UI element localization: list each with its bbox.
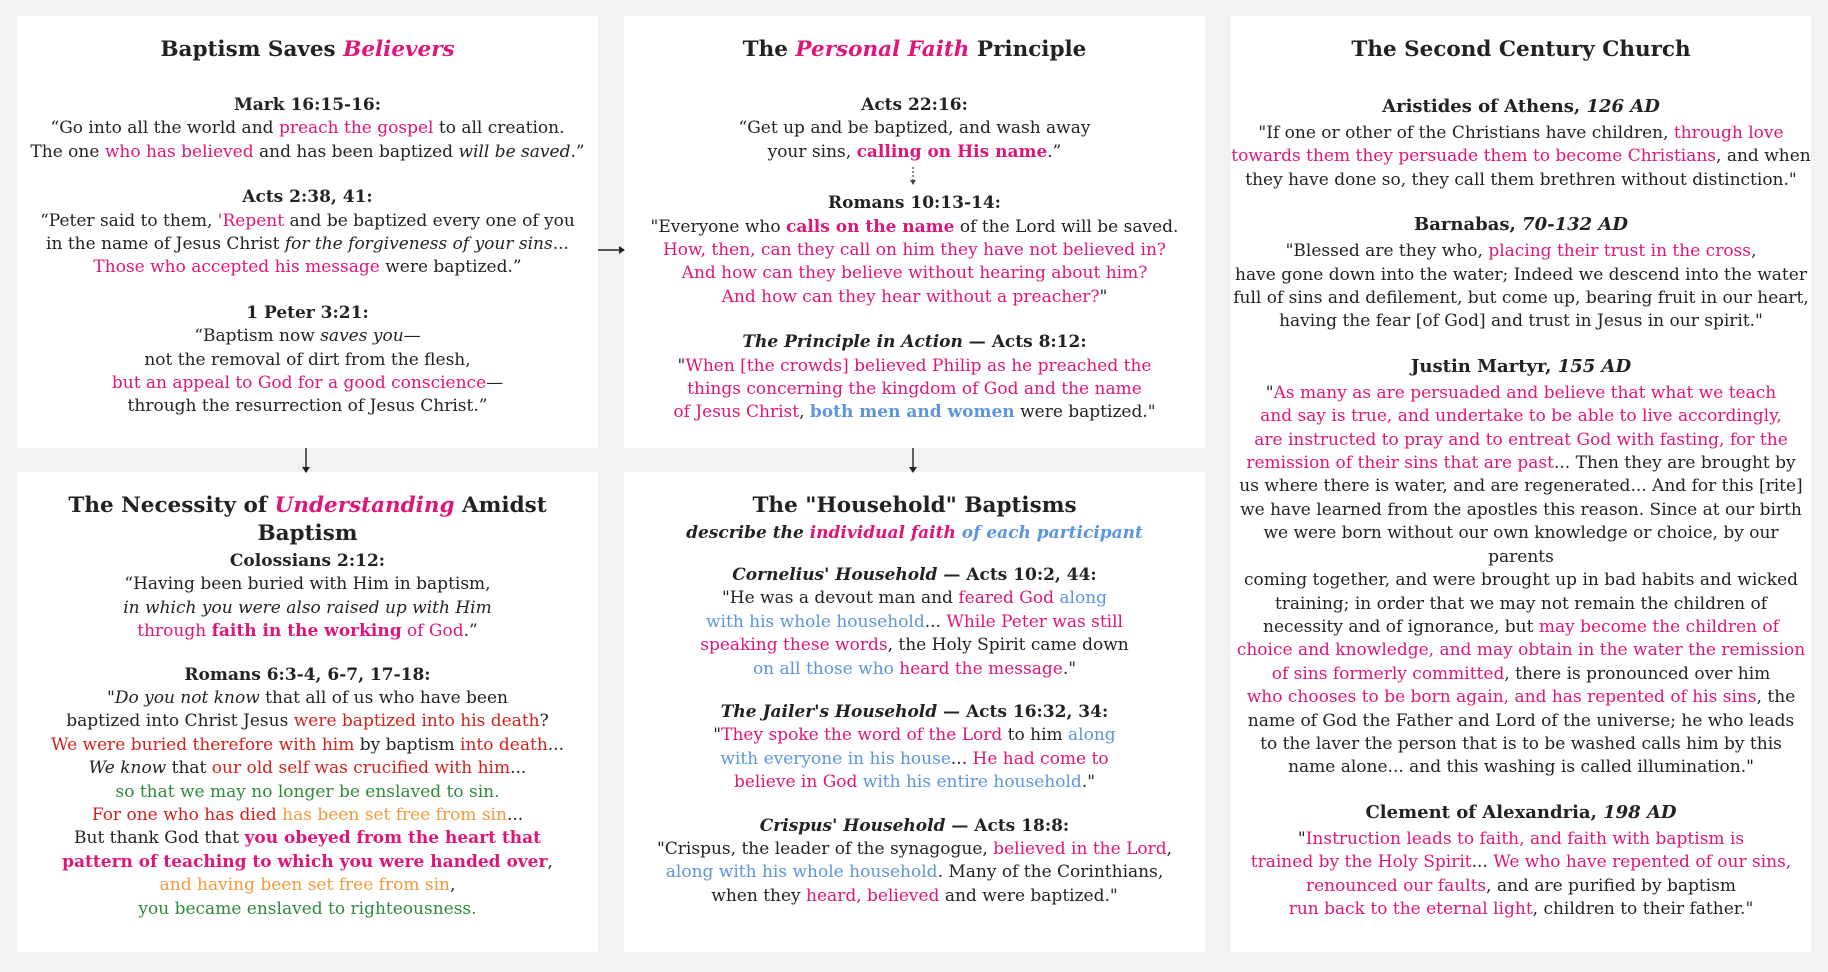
text-run: Aristides of Athens,: [1382, 96, 1587, 117]
text-run: preach the gospel: [278, 118, 434, 139]
quote-block: [624, 192, 1205, 309]
text-run: by baptism: [354, 734, 461, 755]
text-run: pattern of teaching to which you were handed over: [62, 851, 548, 872]
text-run: you became enslaved to righteousness.: [138, 898, 477, 919]
text-run: ... Then they are brought by: [1554, 453, 1796, 474]
text-line: [1231, 405, 1811, 428]
panel-title: The "Household" Baptisms: [752, 493, 1077, 518]
text-run: , and when: [1716, 146, 1811, 167]
text-run: How, then, can they call on him they have not believed in?: [662, 240, 1167, 261]
text-line: [1231, 569, 1811, 592]
text-run: As many as are persuaded and believe that what we teach: [1273, 382, 1777, 403]
text-run: has been set free from sin: [282, 805, 507, 826]
text-line: [17, 851, 598, 874]
text-run: ": [713, 725, 722, 746]
text-run: ": [107, 688, 115, 709]
text-run: placing their trust in the cross: [1488, 241, 1751, 262]
text-run: heard, believed: [806, 885, 940, 906]
text-line: [1231, 145, 1811, 168]
text-run: Clement of Alexandria,: [1365, 801, 1604, 823]
text-run: were baptized.": [1014, 402, 1156, 423]
scripture-blocks: [624, 94, 1205, 425]
text-line: [624, 378, 1205, 401]
text-run: , the Holy Spirit came down: [887, 635, 1129, 656]
text-line: [1231, 499, 1811, 522]
text-line: [17, 710, 598, 733]
quote-block: [17, 550, 598, 644]
text-line: [624, 634, 1205, 657]
text-run: Cornelius' Household: [732, 565, 938, 585]
text-run: .”: [570, 141, 585, 162]
reference-heading: Mark 16:15-16:: [233, 95, 382, 115]
text-run: “Having been buried with Him in baptism,: [124, 574, 491, 595]
text-run: Those who accepted his message: [93, 257, 380, 278]
text-run: ,: [1751, 241, 1757, 262]
text-run: , the: [1756, 687, 1796, 708]
reference-heading: [624, 331, 1205, 354]
text-run: run back to the eternal light: [1288, 898, 1533, 919]
text-line: [17, 804, 598, 827]
text-run: into death: [460, 734, 548, 755]
text-line: [624, 838, 1205, 861]
text-run: , there is pronounced over him: [1504, 663, 1771, 684]
text-line: [17, 734, 598, 757]
text-run: name alone... and this washing is called illumination.": [1288, 757, 1754, 778]
reference-heading: [1231, 800, 1811, 826]
text-run: for the forgiveness of your sins: [284, 234, 553, 255]
quote-block: [624, 331, 1205, 425]
text-run: —: [403, 326, 421, 347]
text-run: renounced our faults: [1305, 875, 1487, 896]
text-run: 70-132 AD: [1522, 214, 1628, 236]
text-run: .": [1081, 772, 1096, 793]
text-run: who chooses to be born again, and has repented of his sins: [1246, 687, 1757, 708]
text-run: with everyone in his house: [720, 748, 951, 769]
panel-tagline: [624, 522, 1205, 545]
text-line: [1231, 310, 1811, 333]
text-run: ,: [449, 875, 456, 896]
text-line: [17, 827, 598, 850]
text-run: are instructed to pray and to entreat God with fasting, for the: [1254, 429, 1788, 450]
text-line: [17, 620, 598, 643]
text-run: our old self was crucified with him: [211, 758, 511, 779]
text-run: "He was a devout man and: [721, 588, 959, 609]
text-line: [1231, 122, 1811, 145]
text-run: “Go into all the world and: [50, 118, 279, 139]
text-line: [17, 210, 598, 233]
panel-necessity-of-understanding: [17, 472, 598, 952]
text-run: through the resurrection of Jesus Christ.”: [127, 396, 488, 417]
text-run: remission of their sins that are past: [1246, 453, 1554, 474]
quote-blocks: [1231, 94, 1811, 921]
text-run: and say is true, and undertake to be able to live accordingly,: [1260, 406, 1782, 427]
arrow-right-icon: [598, 243, 626, 257]
text-run: describe the: [686, 523, 810, 543]
text-line: [1231, 452, 1811, 475]
panel-title: The Personal Faith Principle: [742, 37, 1087, 62]
quote-block: [624, 701, 1205, 795]
text-run: “Get up and be baptized, and wash away: [738, 118, 1091, 139]
text-line: [1231, 616, 1811, 639]
reference-heading: [624, 564, 1205, 587]
text-line: [1231, 382, 1811, 405]
text-run: For one who has died: [91, 805, 283, 826]
text-run: name of God the Father and Lord of the universe; he who leads: [1247, 710, 1795, 731]
text-run: — Acts 10:2, 44:: [937, 565, 1097, 585]
text-run: 198 AD: [1603, 801, 1677, 823]
text-run: While Peter was still: [946, 611, 1123, 632]
text-line: [624, 748, 1205, 771]
text-line: [624, 587, 1205, 610]
quote-block: [1231, 354, 1811, 780]
text-run: your sins,: [767, 141, 857, 162]
text-run: Do you not know: [114, 688, 260, 709]
text-line: [624, 401, 1205, 424]
reference-heading: Romans 10:13-14:: [828, 193, 1001, 214]
text-run: not the removal of dirt from the flesh,: [144, 349, 471, 370]
text-run: individual faith: [809, 523, 956, 543]
text-line: [624, 262, 1205, 285]
quote-block: [17, 94, 598, 164]
text-run: The Principle in Action: [742, 332, 963, 353]
text-run: baptized into Christ Jesus: [66, 711, 294, 732]
text-run: Justin Martyr,: [1410, 355, 1558, 377]
text-line: [624, 141, 1205, 164]
text-line: [624, 885, 1205, 908]
text-run: were baptized into his death: [293, 711, 540, 732]
text-line: [1231, 733, 1811, 756]
text-run: were baptized.”: [379, 257, 522, 278]
text-run: ,: [799, 402, 810, 423]
arrow-down-icon: [299, 448, 313, 474]
quote-block: [17, 664, 598, 921]
text-run: “Baptism now: [194, 326, 321, 347]
scripture-blocks: [17, 550, 598, 921]
text-line: [624, 611, 1205, 634]
text-line: [17, 349, 598, 372]
text-line: [17, 757, 598, 780]
text-run: “Peter said to them,: [40, 210, 218, 231]
text-run: heard the message: [893, 658, 1063, 679]
text-run: ...: [950, 748, 973, 769]
quote-block: [624, 815, 1205, 909]
text-run: will be saved: [458, 141, 571, 162]
text-run: And how can they hear without a preacher?: [721, 286, 1100, 307]
text-line: [1231, 898, 1811, 921]
text-run: ": [1265, 382, 1274, 403]
text-run: The Jailer's Household: [720, 702, 938, 723]
text-run: calling on His name: [856, 141, 1048, 162]
text-line: [17, 372, 598, 395]
text-run: When [the crowds] believed Philip as he preached the: [685, 355, 1152, 376]
arrow-down-icon: [906, 448, 920, 474]
text-run: "Everyone who: [650, 216, 786, 237]
text-line: [624, 239, 1205, 262]
reference-heading: [1231, 354, 1811, 380]
text-run: The one: [30, 141, 105, 162]
panel-title: The Necessity of Understanding Amidst Baptism: [68, 493, 547, 546]
text-run: of Jesus Christ: [673, 402, 800, 423]
text-run: ...: [1471, 852, 1494, 873]
text-run: along: [1054, 588, 1108, 609]
quote-block: [624, 94, 1205, 164]
text-run: — Acts 8:12:: [962, 332, 1087, 353]
text-line: [1231, 240, 1811, 263]
text-line: [17, 256, 598, 279]
text-run: ,: [1166, 839, 1173, 860]
text-run: "Crispus, the leader of the synagogue,: [656, 839, 994, 860]
reference-heading: [624, 815, 1205, 838]
reference-heading: 1 Peter 3:21:: [246, 302, 369, 323]
text-run: with his whole household: [706, 611, 925, 632]
text-run: necessity and of ignorance, but: [1263, 616, 1539, 637]
text-line: [1231, 828, 1811, 851]
text-run: that: [166, 758, 212, 779]
text-run: .”: [1047, 141, 1062, 162]
text-line: [1231, 264, 1811, 287]
text-run: to all creation.: [433, 118, 565, 139]
text-run: full of sins and defilement, but come up, bearing fruit in our heart,: [1233, 288, 1809, 309]
reference-heading: Acts 2:38, 41:: [242, 187, 373, 208]
text-line: [1231, 593, 1811, 616]
quote-block: [1231, 94, 1811, 192]
text-run: We know: [88, 758, 167, 779]
text-run: through love: [1673, 123, 1784, 143]
text-run: but an appeal to God for a good conscience: [111, 373, 487, 394]
text-line: [1231, 686, 1811, 709]
text-line: [17, 781, 598, 804]
text-line: [17, 874, 598, 897]
quote-block: [17, 302, 598, 419]
text-line: [17, 687, 598, 710]
text-run: towards them they persuade them to become Christians: [1231, 146, 1717, 167]
text-run: in which you were also raised up with Him: [123, 597, 492, 618]
text-run: "If one or other of the Christians have children,: [1258, 123, 1674, 143]
text-run: 126 AD: [1586, 96, 1660, 117]
text-run: may become the children of: [1538, 616, 1779, 637]
text-run: Crispus' Household: [759, 815, 946, 836]
text-run: who has believed: [104, 141, 254, 162]
text-run: "Blessed are they who,: [1285, 241, 1489, 262]
quote-block: [624, 564, 1205, 681]
text-run: choice and knowledge, and may obtain in the water the remission: [1236, 640, 1806, 661]
text-run: , and are purified by baptism: [1486, 875, 1737, 896]
reference-heading: Acts 22:16:: [861, 95, 968, 115]
text-run: Barnabas,: [1414, 214, 1523, 236]
text-line: [17, 325, 598, 348]
text-run: and were baptized.": [939, 885, 1118, 906]
text-line: [17, 141, 598, 164]
text-line: [624, 658, 1205, 681]
text-run: —: [486, 373, 504, 394]
text-run: . Many of the Corinthians,: [937, 862, 1164, 883]
quote-block: [17, 186, 598, 280]
reference-heading: [624, 701, 1205, 724]
text-run: along with his whole household: [665, 862, 938, 883]
reference-heading: [1231, 212, 1811, 238]
text-run: we were born without our own knowledge or choice, by our parents: [1263, 523, 1779, 567]
text-run: with his entire household: [857, 772, 1082, 793]
scripture-blocks: [17, 94, 598, 419]
text-run: feared God: [958, 588, 1055, 609]
text-run: They spoke the word of the Lord: [721, 725, 1003, 746]
text-line: [624, 771, 1205, 794]
text-line: [624, 861, 1205, 884]
text-run: .”: [463, 621, 478, 642]
text-run: us where there is water, and are regenerated... And for this [rite]: [1239, 476, 1803, 497]
scripture-blocks: [624, 564, 1205, 908]
text-line: [1231, 169, 1811, 192]
text-run: 'Repent: [217, 210, 285, 231]
text-run: of each participant: [955, 523, 1143, 543]
text-run: along: [1068, 725, 1116, 746]
text-line: [624, 286, 1205, 309]
text-line: [17, 395, 598, 418]
quote-block: [1231, 800, 1811, 922]
text-run: faith in the working: [211, 621, 402, 642]
text-run: when they: [711, 885, 807, 906]
text-line: [624, 216, 1205, 239]
quote-block: [1231, 212, 1811, 334]
text-line: [1231, 429, 1811, 452]
text-line: [1231, 287, 1811, 310]
panel-title: Baptism Saves Believers: [160, 37, 455, 62]
text-run: Instruction leads to faith, and faith with baptism is: [1305, 828, 1745, 849]
text-line: [17, 898, 598, 921]
text-run: .": [1062, 658, 1077, 679]
text-line: [1231, 639, 1811, 662]
reference-heading: [1231, 94, 1811, 120]
panel-personal-faith-principle: [624, 16, 1205, 448]
text-run: and having been set free from sin: [159, 875, 450, 896]
text-run: we have learned from the apostles this reason. Since at our birth: [1240, 499, 1802, 520]
text-run: He had come to: [972, 748, 1109, 769]
text-line: [17, 117, 598, 140]
text-run: ,: [547, 851, 553, 872]
text-run: that all of us who have been: [259, 688, 508, 709]
text-line: [1231, 663, 1811, 686]
text-line: [624, 355, 1205, 378]
text-run: 155 AD: [1557, 355, 1632, 377]
panel-baptism-saves-believers: [17, 16, 598, 448]
text-line: [1231, 875, 1811, 898]
text-run: both men and women: [809, 402, 1015, 423]
text-line: [1231, 710, 1811, 733]
text-run: so that we may no longer be enslaved to sin.: [115, 781, 500, 802]
text-run: We who have repented of our sins,: [1493, 852, 1792, 873]
text-run: And how can they believe without hearing about him?: [681, 263, 1148, 284]
text-run: on all those who: [752, 658, 894, 679]
text-run: trained by the Holy Spirit: [1250, 852, 1472, 873]
text-run: things concerning the kingdom of God and the name: [687, 379, 1142, 400]
text-run: ": [1297, 828, 1306, 849]
text-run: ...: [924, 611, 947, 632]
text-run: training; in order that we may not remain the children of: [1274, 593, 1768, 614]
text-run: through: [137, 621, 212, 642]
reference-heading: Romans 6:3-4, 6-7, 17-18:: [184, 664, 431, 685]
text-run: ": [1099, 286, 1108, 307]
text-run: ...: [510, 758, 527, 779]
text-run: speaking these words: [700, 635, 888, 656]
text-run: of God: [401, 621, 464, 642]
reference-heading: Colossians 2:12:: [229, 551, 386, 571]
text-line: [17, 597, 598, 620]
text-line: [1231, 851, 1811, 874]
text-line: [1231, 522, 1811, 569]
text-run: and has been baptized: [253, 141, 459, 162]
text-run: ...: [547, 734, 564, 755]
panel-title: The Second Century Church: [1351, 37, 1691, 62]
text-run: But thank God that: [74, 828, 245, 849]
text-run: you obeyed from the heart that: [244, 828, 541, 849]
text-run: ...: [506, 805, 524, 826]
text-run: having the fear [of God] and trust in Jesus in our spirit.": [1279, 311, 1763, 332]
text-run: saves you: [320, 326, 404, 347]
text-run: , children to their father.": [1532, 898, 1754, 919]
text-run: ?: [539, 711, 549, 732]
text-run: We were buried therefore with him: [51, 734, 355, 755]
text-run: in the name of Jesus Christ: [46, 234, 285, 255]
panel-household-baptisms: [624, 472, 1205, 952]
dotted-arrow-down-icon: [906, 167, 920, 187]
text-run: calls on the name: [785, 216, 955, 237]
text-line: [1231, 756, 1811, 779]
text-line: [17, 233, 598, 256]
text-run: believe in God: [733, 772, 858, 793]
text-line: [1231, 475, 1811, 498]
text-run: of the Lord will be saved.: [954, 216, 1179, 237]
text-run: ": [677, 355, 686, 376]
panel-second-century-church: [1231, 16, 1811, 952]
text-line: [17, 573, 598, 596]
text-run: to him: [1002, 725, 1069, 746]
text-run: believed in the Lord: [993, 839, 1167, 860]
text-run: — Acts 16:32, 34:: [937, 702, 1109, 723]
text-line: [624, 724, 1205, 747]
text-run: — Acts 18:8:: [945, 815, 1070, 836]
text-line: [624, 117, 1205, 140]
text-run: have gone down into the water; Indeed we descend into the water: [1235, 264, 1807, 285]
text-run: coming together, and were brought up in bad habits and wicked: [1243, 570, 1799, 591]
text-run: ...: [552, 234, 569, 255]
text-run: to the laver the person that is to be washed calls him by this: [1260, 733, 1782, 754]
text-run: of sins formerly committed: [1271, 663, 1505, 684]
text-run: and be baptized every one of you: [284, 210, 575, 231]
text-run: they have done so, they call them brethren without distinction.": [1245, 169, 1797, 190]
